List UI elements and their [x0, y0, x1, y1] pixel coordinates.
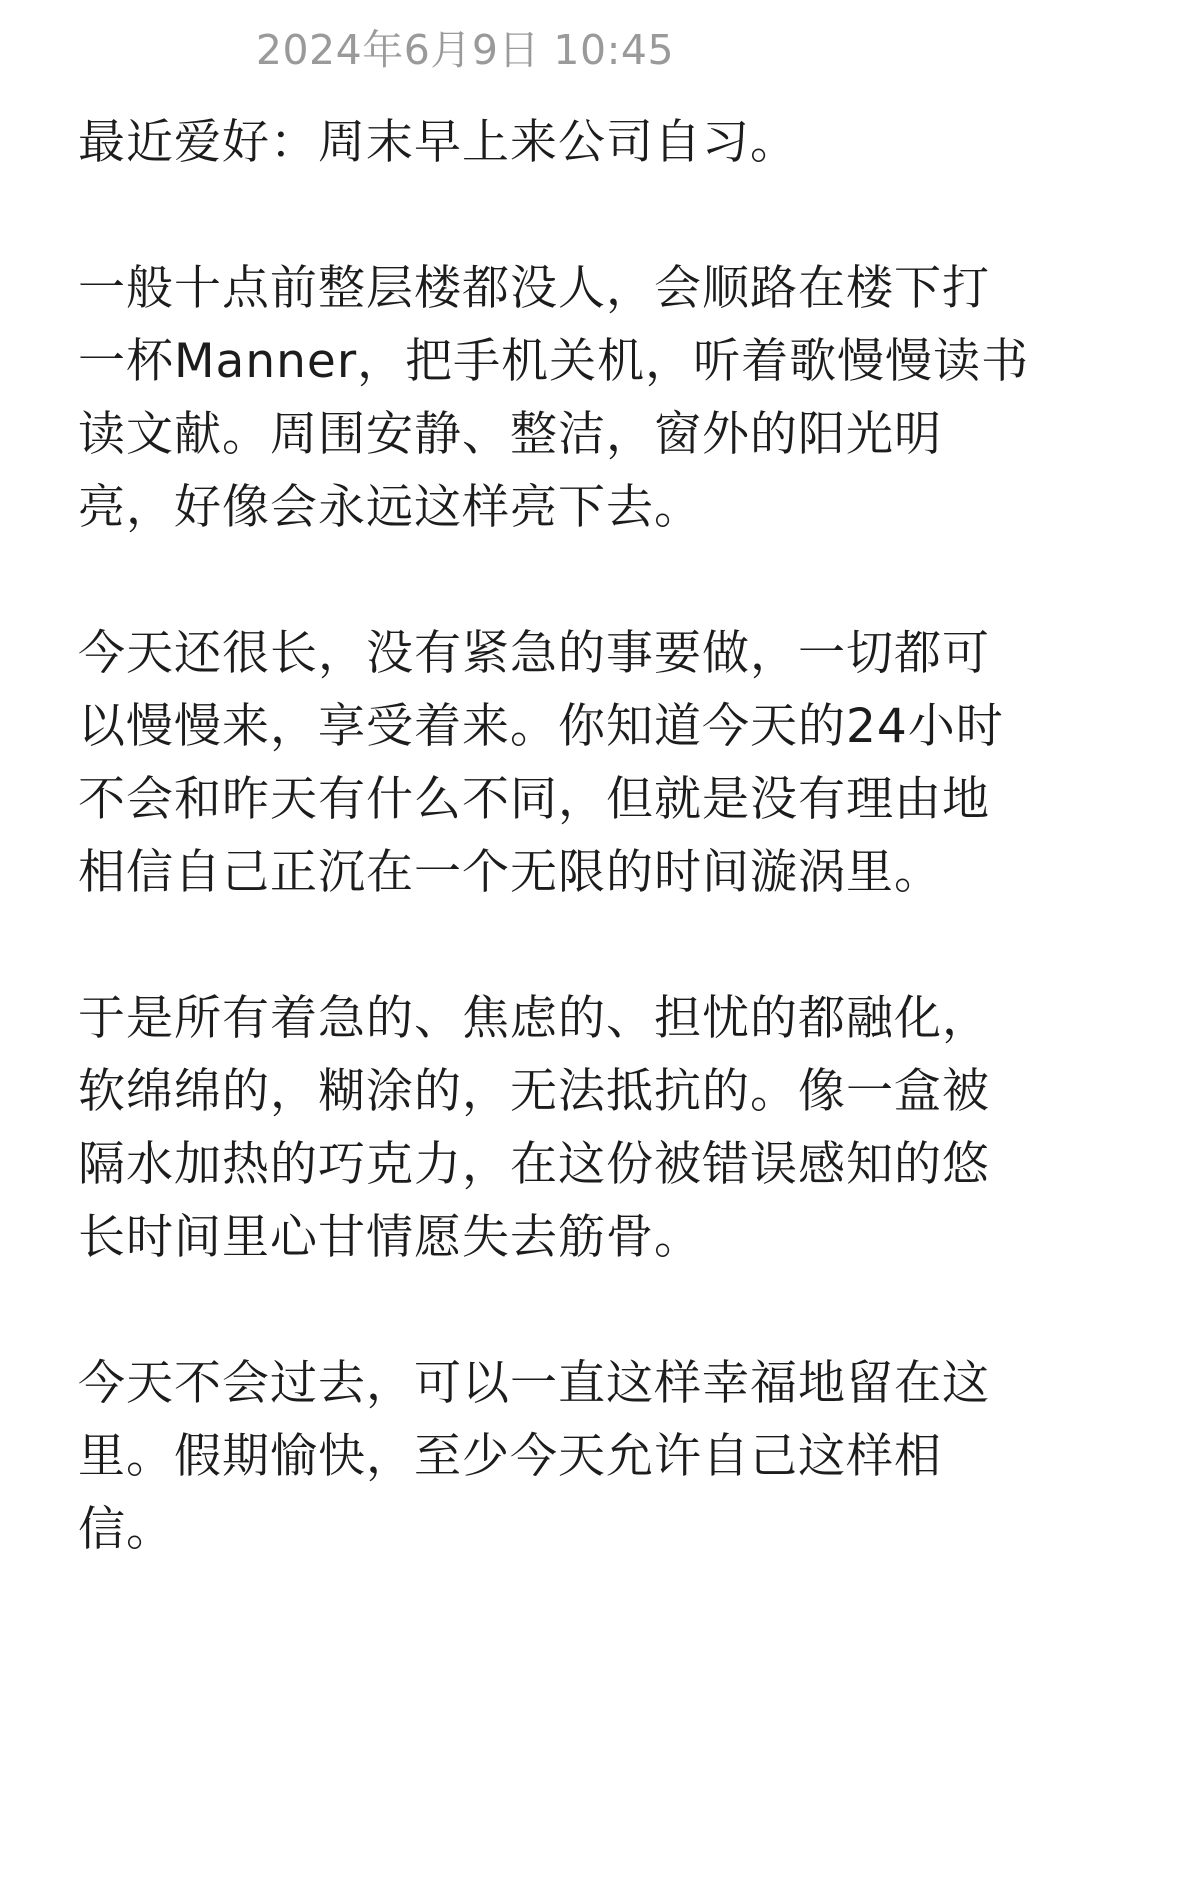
note-paragraph — [78, 1347, 1038, 1566]
note-date: 2024年6月9日 10:45 — [255, 26, 675, 74]
note-line: 读文献。周围安静、整洁，窗外的阳光明 — [78, 407, 942, 462]
note-line: 今天还很长，没有紧急的事要做，一切都可 — [78, 626, 990, 681]
note-line: 软绵绵的，糊涂的，无法抵抗的。像一盒被 — [78, 1064, 990, 1119]
note-line: 于是所有着急的、焦虑的、担忧的都融化， — [78, 991, 990, 1046]
note-paragraph — [78, 982, 1038, 1274]
note-body[interactable] — [78, 106, 1038, 1639]
note-line: 今天不会过去，可以一直这样幸福地留在这 — [78, 1356, 990, 1411]
note-line: 信。 — [78, 1502, 174, 1557]
note-paragraph — [78, 252, 1038, 544]
note-line: 相信自己正沉在一个无限的时间漩涡里。 — [78, 845, 942, 900]
note-line: 一般十点前整层楼都没人，会顺路在楼下打 — [78, 261, 990, 316]
note-line: 最近爱好：周末早上来公司自习。 — [78, 115, 798, 170]
note-paragraph — [78, 106, 1038, 179]
note-line: 一杯Manner，把手机关机，听着歌慢慢读书 — [78, 334, 1030, 389]
note-line: 以慢慢来，享受着来。你知道今天的24小时 — [78, 699, 1004, 754]
note-line: 亮，好像会永远这样亮下去。 — [78, 480, 702, 535]
note-line: 不会和昨天有什么不同，但就是没有理由地 — [78, 772, 990, 827]
note-line: 长时间里心甘情愿失去筋骨。 — [78, 1210, 702, 1265]
note-line: 隔水加热的巧克力，在这份被错误感知的悠 — [78, 1137, 990, 1192]
note-line: 里。假期愉快，至少今天允许自己这样相 — [78, 1429, 942, 1484]
note-paragraph — [78, 617, 1038, 909]
